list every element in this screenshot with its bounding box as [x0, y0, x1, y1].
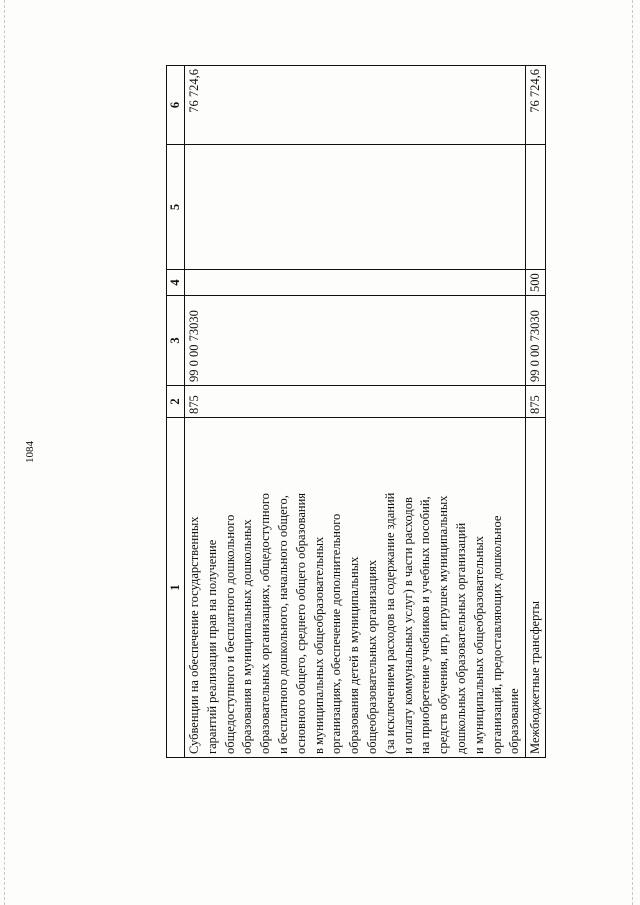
- header-col-2: 2: [167, 386, 185, 418]
- description-line: образования детей в муниципальных: [347, 556, 362, 754]
- description-line: организаций, предоставляющих дошкольное: [489, 515, 504, 754]
- cell-col-4: 500: [526, 270, 546, 296]
- description-line: средств обучения, игр, игрушек муниципальных: [436, 495, 451, 754]
- header-col-4: 4: [167, 270, 185, 296]
- cell-col-2: 875: [526, 386, 546, 418]
- header-col-1: 1: [167, 418, 185, 758]
- description-line: и муниципальных общеобразовательных: [471, 535, 486, 754]
- description-line: общеобразовательных организациях: [364, 559, 379, 754]
- header-col-3: 3: [167, 296, 185, 386]
- cell-col-4: [185, 270, 526, 296]
- description-line: на приобретение учебников и учебных пособий,: [418, 496, 433, 754]
- cell-col-2: 875: [185, 386, 526, 418]
- scan-edge-left: [4, 0, 5, 905]
- cell-col-5: [526, 145, 546, 270]
- description-line: и оплату коммунальных услуг) в части расходов: [400, 497, 415, 754]
- header-col-6: 6: [167, 66, 185, 145]
- cell-col-6: 76 724,6: [185, 66, 526, 145]
- row-description: [185, 418, 526, 758]
- table-row: [526, 66, 546, 758]
- budget-table-container: [166, 66, 544, 758]
- cell-col-3: 99 0 00 73030: [185, 296, 526, 386]
- description-line: гарантий реализации прав на получение: [204, 539, 219, 754]
- cell-col-6: 76 724,6: [526, 66, 546, 145]
- description-line: в муниципальных общеобразовательных: [311, 536, 326, 754]
- description-line: Субвенции на обеспечение государственных: [187, 516, 201, 754]
- table-row: [185, 66, 526, 758]
- page-number: 1084: [24, 441, 36, 463]
- description-line: образования в муниципальных дошкольных: [240, 519, 255, 754]
- description-line: (за исключением расходов на содержание зданий: [382, 492, 397, 754]
- header-row: [167, 66, 185, 758]
- cell-col-3: 99 0 00 73030: [526, 296, 546, 386]
- row-description: Межбюджетные трансферты: [526, 418, 546, 758]
- description-line: образование: [507, 688, 522, 754]
- description-line: организациях, обеспечение дополнительного: [329, 513, 344, 754]
- cell-col-5: [185, 145, 526, 270]
- description-line: общедоступного и бесплатного дошкольного: [222, 514, 237, 754]
- description-line: основного общего, среднего общего образования: [293, 492, 308, 754]
- header-col-5: 5: [167, 145, 185, 270]
- budget-table: [166, 65, 546, 758]
- scan-edge-right: [632, 0, 633, 905]
- description-line: образовательных организациях, общедоступного: [258, 493, 273, 754]
- description-line: и бесплатного дошкольного, начального общего,: [275, 495, 290, 754]
- description-line: дошкольных образовательных организаций: [453, 522, 468, 754]
